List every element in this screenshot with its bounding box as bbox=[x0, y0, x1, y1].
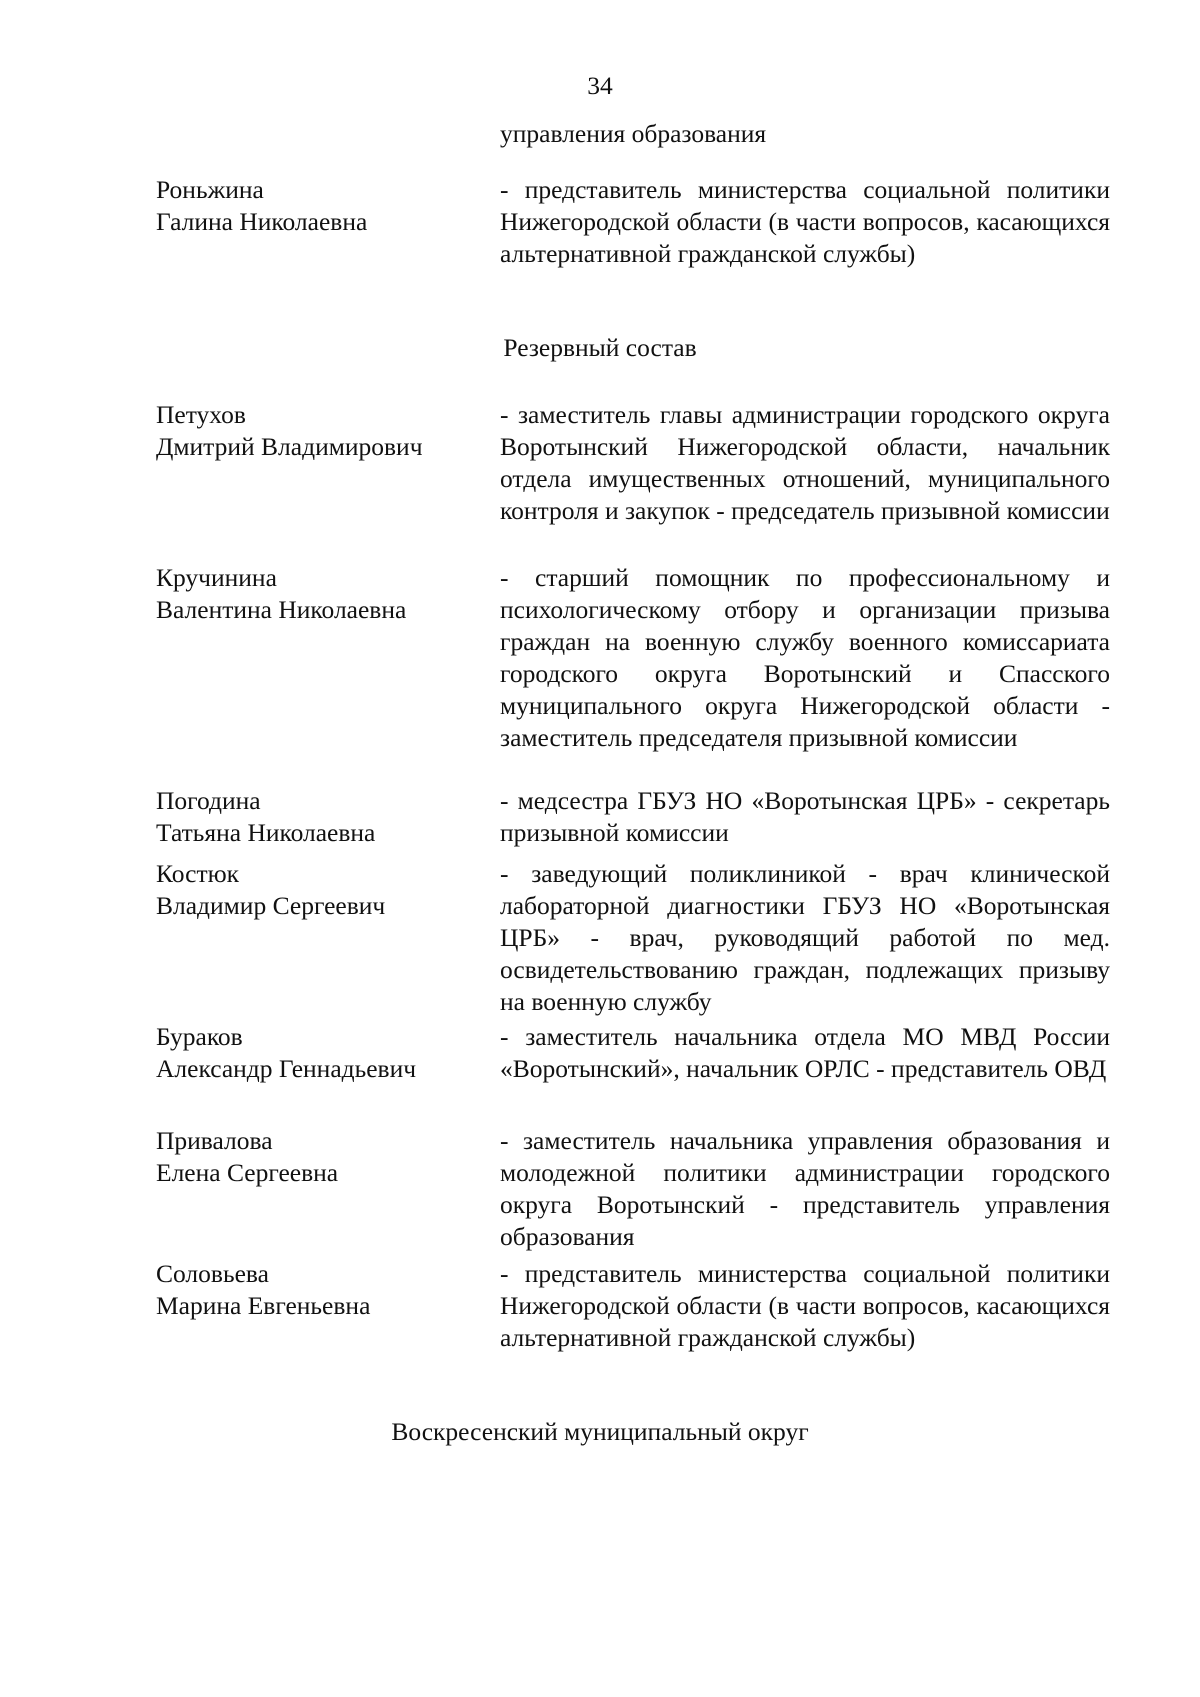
page-number: 34 bbox=[587, 71, 613, 100]
member-name bbox=[156, 562, 486, 626]
member-given-names: Александр Геннадьевич bbox=[156, 1054, 417, 1083]
member-given-names: Елена Сергеевна bbox=[156, 1158, 339, 1187]
member-role: - представитель министерства социальной политики Нижегородской области (в части вопросов, касающихся альтернативной гражданской службы) bbox=[500, 1259, 1110, 1352]
member-given-names: Владимир Сергеевич bbox=[156, 891, 386, 920]
member-surname: Привалова bbox=[156, 1126, 273, 1155]
member-name bbox=[156, 1258, 486, 1322]
member-surname: Роньжина bbox=[156, 175, 264, 204]
member-name bbox=[156, 399, 486, 463]
member-role: - заместитель главы администрации городского округа Воротынский Нижегородской области, начальник отдела имущественных отношений, муниципального контроля и закупок - председатель призывной комиссии bbox=[500, 400, 1110, 525]
member-role: - заместитель начальника управления образования и молодежной политики администрации городского округа Воротынский - представитель управления образования bbox=[500, 1126, 1110, 1251]
next-section-title: Воскресенский муниципальный округ bbox=[391, 1417, 809, 1446]
member-surname: Петухов bbox=[156, 400, 246, 429]
member-role: - заведующий поликлиникой - врач клинической лабораторной диагностики ГБУЗ НО «Воротынская ЦРБ» - врач, руководящий работой по мед. освидетельствованию граждан, подлежащих призыву на военную службу bbox=[500, 859, 1110, 1016]
member-role: - заместитель начальника отдела МО МВД России «Воротынский», начальник ОРЛС - представитель ОВД bbox=[500, 1022, 1110, 1083]
member-surname: Костюк bbox=[156, 859, 240, 888]
member-given-names: Галина Николаевна bbox=[156, 207, 368, 236]
member-surname: Соловьева bbox=[156, 1259, 269, 1288]
continued-text: управления образования bbox=[500, 119, 767, 148]
member-given-names: Татьяна Николаевна bbox=[156, 818, 376, 847]
member-role: - представитель министерства социальной политики Нижегородской области (в части вопросов, касающихся альтернативной гражданской службы) bbox=[500, 175, 1110, 268]
member-role: - медсестра ГБУЗ НО «Воротынская ЦРБ» - секретарь призывной комиссии bbox=[500, 786, 1110, 847]
member-surname: Бураков bbox=[156, 1022, 243, 1051]
member-given-names: Дмитрий Владимирович bbox=[156, 432, 423, 461]
member-role: - старший помощник по профессиональному и психологическому отбору и организации призыва граждан на военную службу военного комиссариата городского округа Воротынский и Спасского муниципального округа Нижегородской области - заместитель председателя призывной комиссии bbox=[500, 563, 1110, 752]
member-name bbox=[156, 785, 486, 849]
member-name bbox=[156, 1125, 486, 1189]
member-surname: Кручинина bbox=[156, 563, 277, 592]
member-given-names: Валентина Николаевна bbox=[156, 595, 407, 624]
member-name bbox=[156, 858, 486, 922]
member-name bbox=[156, 174, 486, 238]
member-surname: Погодина bbox=[156, 786, 261, 815]
reserve-heading: Резервный состав bbox=[503, 333, 697, 362]
member-name bbox=[156, 1021, 486, 1085]
member-given-names: Марина Евгеньевна bbox=[156, 1291, 371, 1320]
